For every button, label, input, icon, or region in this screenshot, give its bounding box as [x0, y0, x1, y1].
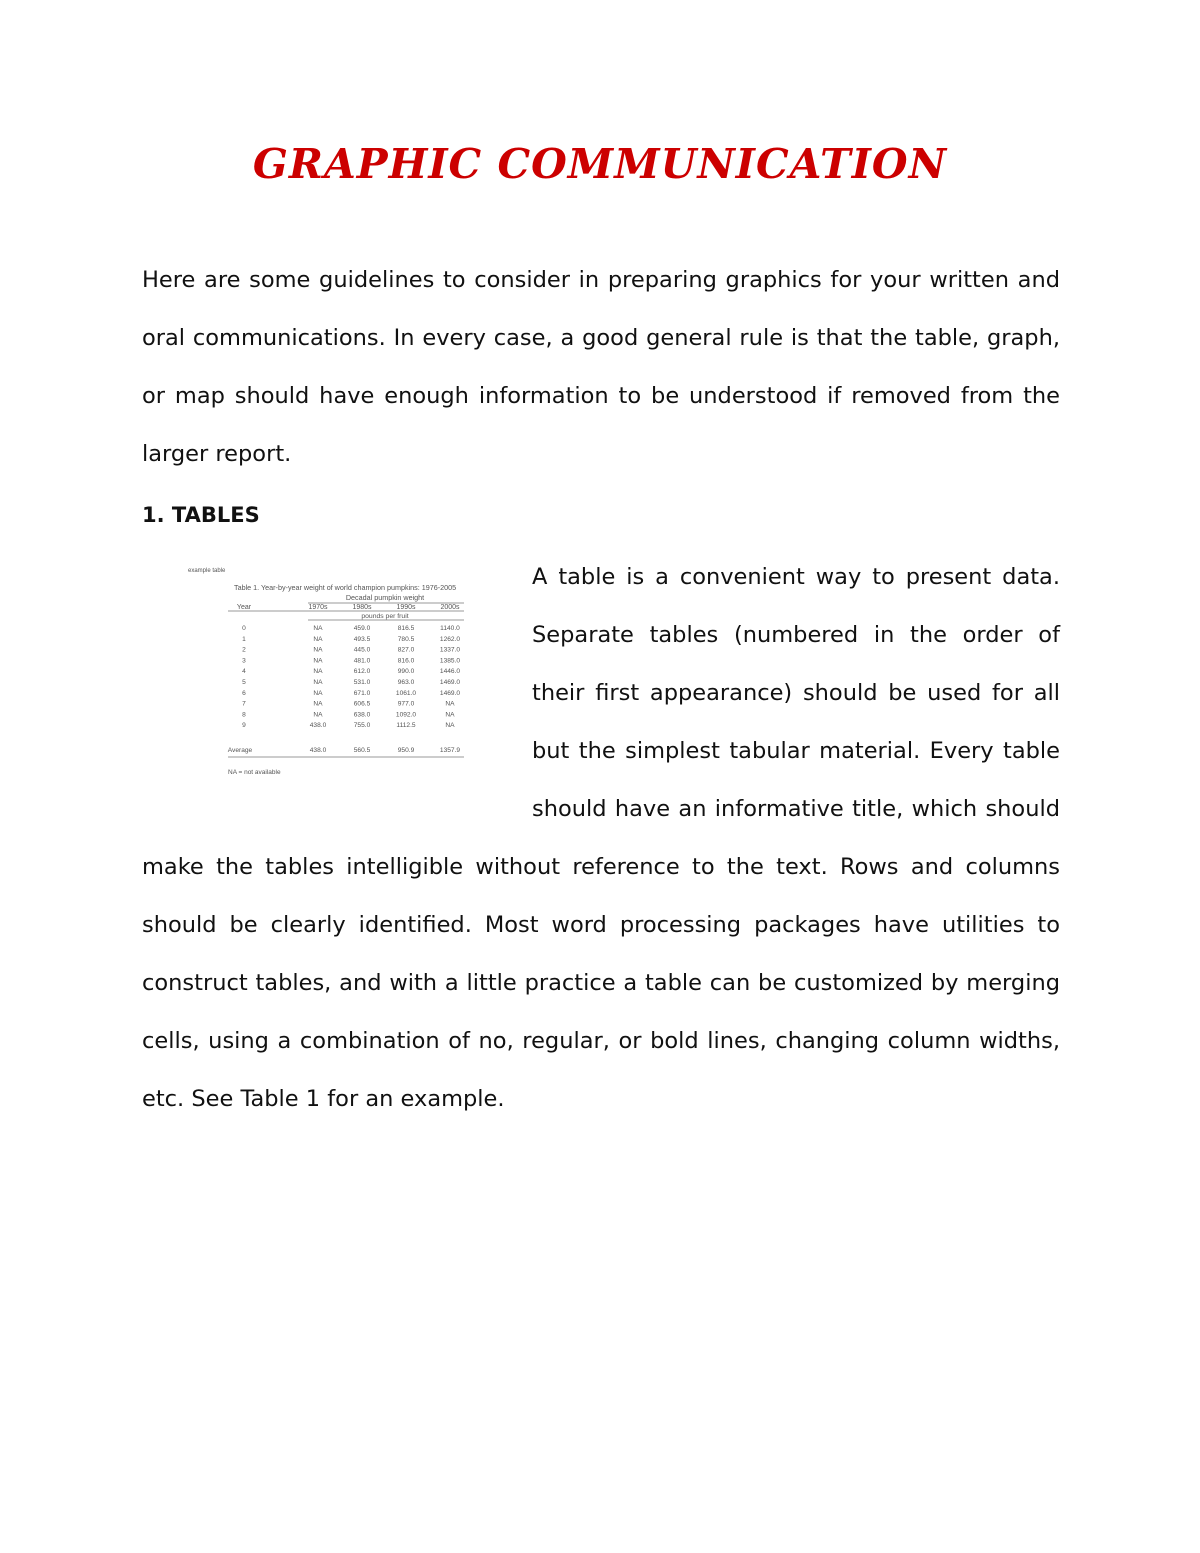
table-column-header: 1990s: [396, 604, 416, 611]
tables-paragraph-block: [142, 548, 1060, 1128]
table-cell: 1469.0: [439, 689, 461, 697]
page-title: GRAPHIC COMMUNICATION: [252, 140, 948, 188]
table-cell: 0: [242, 625, 246, 632]
table-cell: 1140.0: [440, 625, 460, 632]
table-cell: NA: [445, 722, 455, 730]
table-cell: 7: [242, 700, 246, 708]
table-cell: 827.0: [397, 646, 415, 654]
table-cell: NA: [313, 700, 323, 708]
example-table-figure: [182, 560, 518, 784]
table-cell: NA: [313, 711, 323, 719]
table-cell: 3: [242, 657, 246, 665]
table-average-cell: 560.5: [353, 747, 371, 754]
tables-paragraph: A table is a convenient way to present data. Separate tables (numbered in the order of their first appearance) should be used for all but the simplest tabular material. Every table should have an informative title, which should make the tables intelligible without reference to the text. Rows and columns should be clearly identified. Most word processing packages have utilities to construct tables, and with a little practice a table can be customized by merging cells, using a combination of no, regular, or bold lines, changing column widths, etc. See Table 1 for an example.: [142, 564, 1060, 1112]
table-cell: 1: [242, 635, 246, 643]
table-cell: 816.0: [397, 657, 415, 665]
table-cell: NA: [445, 700, 455, 708]
table-cell: 6: [242, 689, 246, 697]
table-cell: 481.0: [353, 657, 371, 665]
table-cell: 8: [242, 711, 246, 719]
table-cell: 2: [242, 646, 246, 654]
table-cell: NA: [313, 679, 323, 686]
table-cell: NA: [313, 689, 323, 697]
table-cell: NA: [313, 635, 323, 643]
table-cell: 1385.0: [439, 657, 461, 665]
table-cell: 612.0: [353, 668, 371, 676]
table-cell: 606.5: [353, 700, 371, 708]
table-cell: 9: [242, 722, 246, 730]
table-cell: 531.0: [353, 679, 371, 686]
table-cell: 755.0: [353, 722, 371, 730]
table-cell: 638.0: [353, 711, 371, 719]
table-cell: 1262.0: [439, 635, 461, 643]
table-cell: 977.0: [397, 700, 415, 708]
table-footnote: NA = not available: [228, 769, 281, 776]
table-column-header: 1970s: [308, 604, 328, 611]
table-cell: 5: [242, 679, 246, 686]
table-average-cell: 438.0: [309, 747, 327, 754]
table-average-cell: 950.9: [397, 747, 415, 754]
table-cell: NA: [313, 646, 323, 654]
table-cell: 493.5: [353, 635, 371, 643]
intro-paragraph: Here are some guidelines to consider in preparing graphics for your written and oral communications. In every case, a good general rule is that the table, graph, or map should have enough information to be understood if removed from the larger report.: [142, 267, 1060, 467]
table-column-header: 1980s: [352, 604, 372, 611]
table-average-cell: Average: [227, 747, 253, 754]
table-units: pounds per fruit: [361, 613, 409, 620]
example-table-image: [182, 560, 518, 784]
table-cell: 1112.5: [396, 722, 416, 730]
table-cell: 816.5: [397, 625, 415, 632]
table-cell: 990.0: [397, 668, 415, 676]
table-cell: 1092.0: [395, 711, 417, 719]
table-cell: 4: [242, 668, 246, 676]
table-cell: 1337.0: [439, 646, 461, 654]
table-caption: Table 1. Year-by-year weight of world champion pumpkins: 1976-2005: [234, 583, 457, 592]
table-cell: NA: [445, 711, 455, 719]
table-cell: 963.0: [397, 679, 415, 686]
table-cell: 1469.0: [439, 679, 461, 686]
table-cell: NA: [313, 657, 323, 665]
table-group-header: Decadal pumpkin weight: [345, 593, 425, 602]
table-cell: 1061.0: [395, 689, 417, 697]
table-cell: 780.5: [397, 635, 415, 643]
table-top-caption: example table: [188, 568, 226, 574]
table-column-header: Year: [236, 604, 252, 611]
table-average-cell: 1357.9: [439, 747, 461, 754]
table-cell: 438.0: [309, 722, 327, 730]
table-cell: 445.0: [353, 646, 371, 654]
table-cell: 671.0: [353, 689, 371, 697]
table-column-header: 2000s: [440, 604, 460, 611]
table-cell: NA: [313, 625, 323, 632]
table-cell: 459.0: [353, 625, 371, 632]
table-cell: 1446.0: [439, 668, 461, 676]
section-heading: 1. TABLES: [142, 503, 260, 527]
table-cell: NA: [313, 668, 323, 676]
table-cells: [228, 604, 461, 754]
